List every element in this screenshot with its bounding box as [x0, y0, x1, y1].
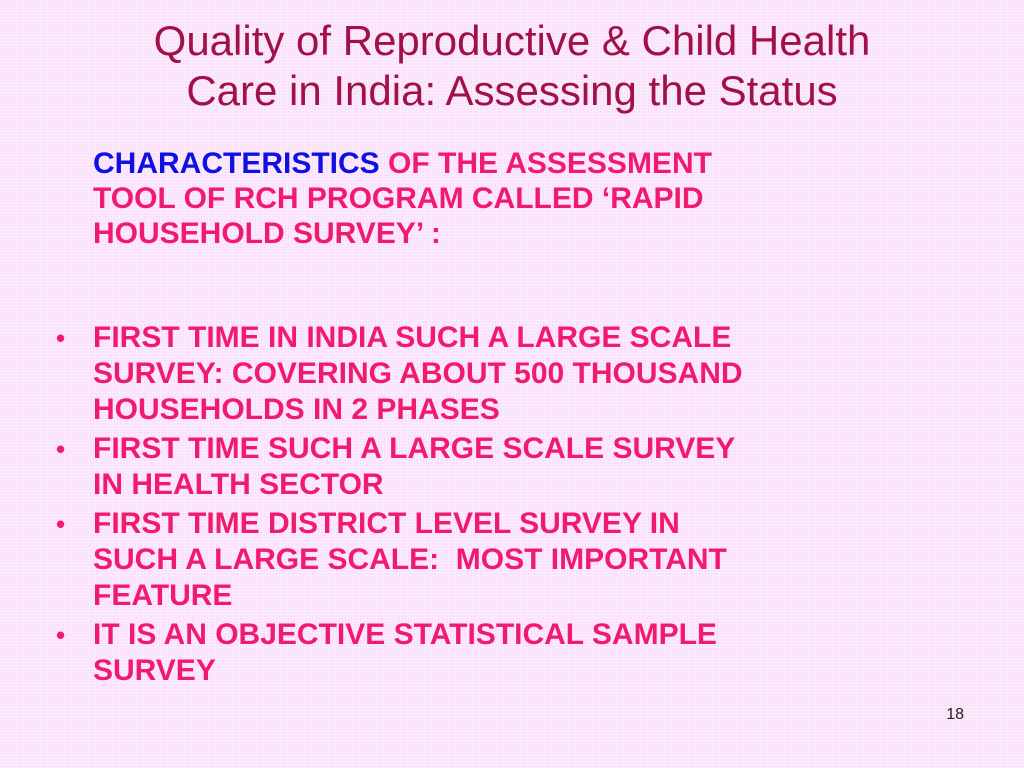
intro-first-rest: OF THE ASSESSMENT [379, 147, 712, 180]
bullet-list [0, 320, 1000, 692]
bullet-item [0, 431, 1000, 503]
slide-title-line: Quality of Reproductive & Child Health [153, 17, 871, 64]
bullet-item [0, 617, 1000, 689]
bullet-line: FIRST TIME IN INDIA SUCH A LARGE SCALE [93, 321, 732, 354]
bullet-line: FIRST TIME DISTRICT LEVEL SURVEY IN [93, 507, 680, 540]
bullet-icon: • [56, 620, 66, 650]
bullet-item [0, 320, 1000, 428]
bullet-line: FEATURE [93, 579, 233, 612]
bullet-line: IT IS AN OBJECTIVE STATISTICAL SAMPLE [93, 618, 717, 651]
intro-line: TOOL OF RCH PROGRAM CALLED ‘RAPID [93, 182, 704, 215]
bullet-item [0, 506, 1000, 614]
bullet-icon: • [56, 509, 66, 539]
intro-line: HOUSEHOLD SURVEY’ : [93, 217, 441, 250]
intro-lead-word: CHARACTERISTICS [93, 147, 380, 180]
slide-number: 18 [946, 706, 964, 723]
bullet-line: FIRST TIME SUCH A LARGE SCALE SURVEY [93, 432, 736, 465]
bullet-line: SUCH A LARGE SCALE: MOST IMPORTANT [93, 543, 727, 576]
intro-heading [93, 146, 953, 251]
slide-title-line: Care in India: Assessing the Status [186, 67, 838, 114]
bullet-line: SURVEY: COVERING ABOUT 500 THOUSAND [93, 357, 743, 390]
intro-line [93, 146, 953, 181]
bullet-line: HOUSEHOLDS IN 2 PHASES [93, 393, 500, 426]
bullet-line: SURVEY [93, 654, 216, 687]
bullet-line: IN HEALTH SECTOR [93, 468, 384, 501]
bullet-icon: • [56, 434, 66, 464]
slide-title [40, 16, 984, 116]
bullet-icon: • [56, 323, 66, 353]
